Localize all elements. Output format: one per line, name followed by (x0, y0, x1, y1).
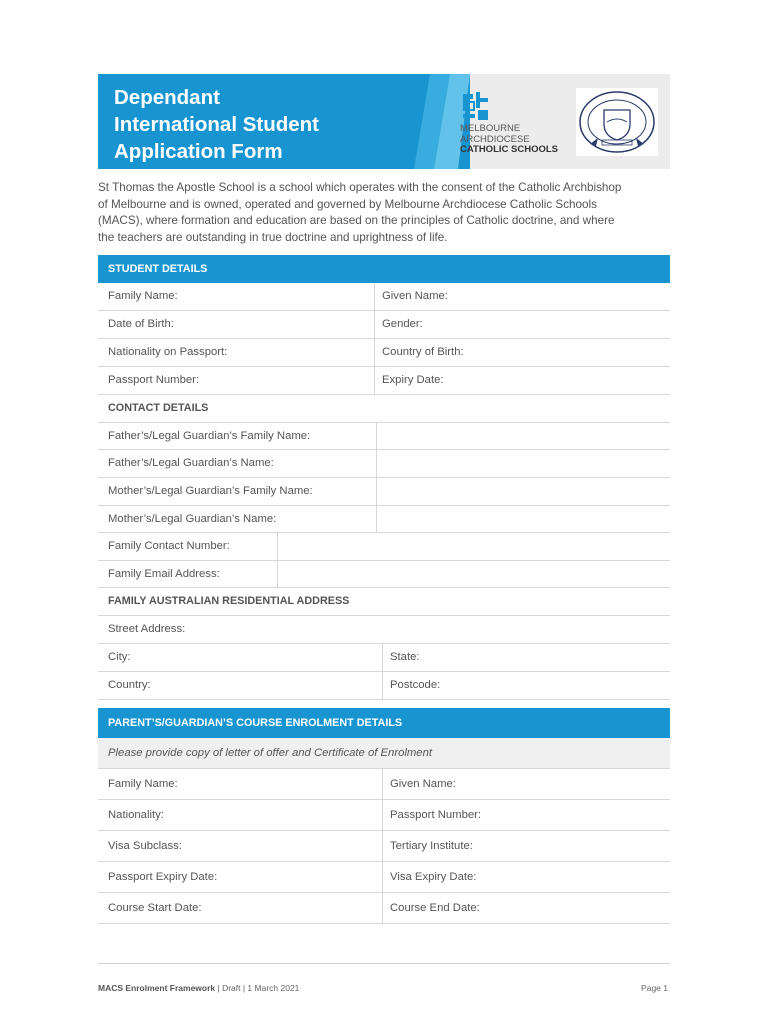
father-name-label: Father’s/Legal Guardian’s Name: (108, 457, 274, 469)
course-start-date-field[interactable]: Course Start Date: (108, 902, 202, 914)
form-row (98, 769, 670, 800)
form-row (98, 893, 670, 924)
section-header-student-details: STUDENT DETAILS (98, 255, 670, 283)
family-contact-number-label: Family Contact Number: (108, 540, 230, 552)
family-email-address-input[interactable] (277, 561, 670, 587)
form-row (98, 561, 670, 588)
tertiary-institute-field[interactable]: Tertiary Institute: (382, 831, 670, 861)
city-field[interactable]: City: (108, 651, 131, 663)
macs-logo (460, 90, 570, 154)
student-contact-address-table (98, 255, 670, 700)
course-enrolment-table (98, 708, 670, 924)
father-name-input[interactable] (376, 450, 670, 477)
form-row (98, 283, 670, 311)
mother-name-input[interactable] (376, 506, 670, 532)
form-row (98, 616, 670, 644)
instruction-note: Please provide copy of letter of offer and Certificate of Enrolment (98, 738, 670, 769)
state-field[interactable]: State: (382, 644, 670, 671)
form-row (98, 311, 670, 339)
school-crest-icon (576, 88, 658, 156)
page-footer (98, 983, 670, 993)
form-row (98, 450, 670, 478)
father-family-name-input[interactable] (376, 423, 670, 449)
passport-number-field[interactable]: Passport Number: (108, 374, 200, 386)
country-of-birth-field[interactable]: Country of Birth: (374, 339, 670, 366)
family-contact-number-input[interactable] (277, 533, 670, 560)
form-row (98, 423, 670, 450)
postcode-field[interactable]: Postcode: (382, 672, 670, 699)
parent-passport-number-field[interactable]: Passport Number: (382, 800, 670, 830)
passport-expiry-date-field[interactable]: Passport Expiry Date: (108, 871, 218, 883)
footer-draft-date: | Draft | 1 March 2021 (215, 983, 300, 993)
parent-family-name-field[interactable]: Family Name: (108, 778, 178, 790)
mother-name-label: Mother’s/Legal Guardian’s Name: (108, 513, 277, 525)
form-row (98, 339, 670, 367)
macs-cross-icon (460, 90, 492, 122)
intro-paragraph: St Thomas the Apostle School is a school which operates with the consent of the Catholic Archbishop of Melbourne and is owned, operated and governed by Melbourne Archdiocese Catholic Schools (MACS), where formation and education are based on the principles of Catholic doctrine, and where the teachers are outstanding in true doctrine and uprightness of life. (98, 181, 622, 244)
page-number: Page 1 (641, 983, 668, 993)
visa-expiry-date-field[interactable]: Visa Expiry Date: (382, 862, 670, 892)
gender-field[interactable]: Gender: (374, 311, 670, 338)
section-header-residential-address: FAMILY AUSTRALIAN RESIDENTIAL ADDRESS (98, 588, 670, 616)
footer-divider (98, 963, 670, 964)
street-address-field[interactable]: Street Address: (108, 623, 186, 635)
macs-logo-text: MELBOURNE ARCHDIOCESE CATHOLIC SCHOOLS (460, 123, 558, 155)
form-row (98, 506, 670, 533)
form-row (98, 478, 670, 506)
expiry-date-field[interactable]: Expiry Date: (374, 367, 670, 394)
mother-family-name-input[interactable] (376, 478, 670, 505)
family-name-field[interactable]: Family Name: (108, 290, 178, 302)
form-row (98, 672, 670, 700)
nationality-on-passport-field[interactable]: Nationality on Passport: (108, 346, 228, 358)
section-header-contact-details: CONTACT DETAILS (98, 395, 670, 423)
form-row (98, 800, 670, 831)
header-banner (98, 74, 670, 169)
footer-framework: MACS Enrolment Framework (98, 983, 216, 993)
form-row (98, 862, 670, 893)
form-title: Dependant International Student Application Form (114, 86, 319, 163)
country-field[interactable]: Country: (108, 679, 151, 691)
mother-family-name-label: Mother’s/Legal Guardian’s Family Name: (108, 485, 313, 497)
form-row (98, 533, 670, 561)
father-family-name-label: Father’s/Legal Guardian’s Family Name: (108, 430, 311, 442)
form-row (98, 644, 670, 672)
given-name-field[interactable]: Given Name: (374, 283, 670, 310)
course-end-date-field[interactable]: Course End Date: (382, 893, 670, 923)
date-of-birth-field[interactable]: Date of Birth: (108, 318, 174, 330)
visa-subclass-field[interactable]: Visa Subclass: (108, 840, 182, 852)
parent-nationality-field[interactable]: Nationality: (108, 809, 164, 821)
section-header-course-enrolment: PARENT’S/GUARDIAN’S COURSE ENROLMENT DETAILS (98, 708, 670, 738)
parent-given-name-field[interactable]: Given Name: (382, 769, 670, 799)
form-row (98, 831, 670, 862)
form-row (98, 367, 670, 395)
family-email-address-label: Family Email Address: (108, 568, 220, 580)
